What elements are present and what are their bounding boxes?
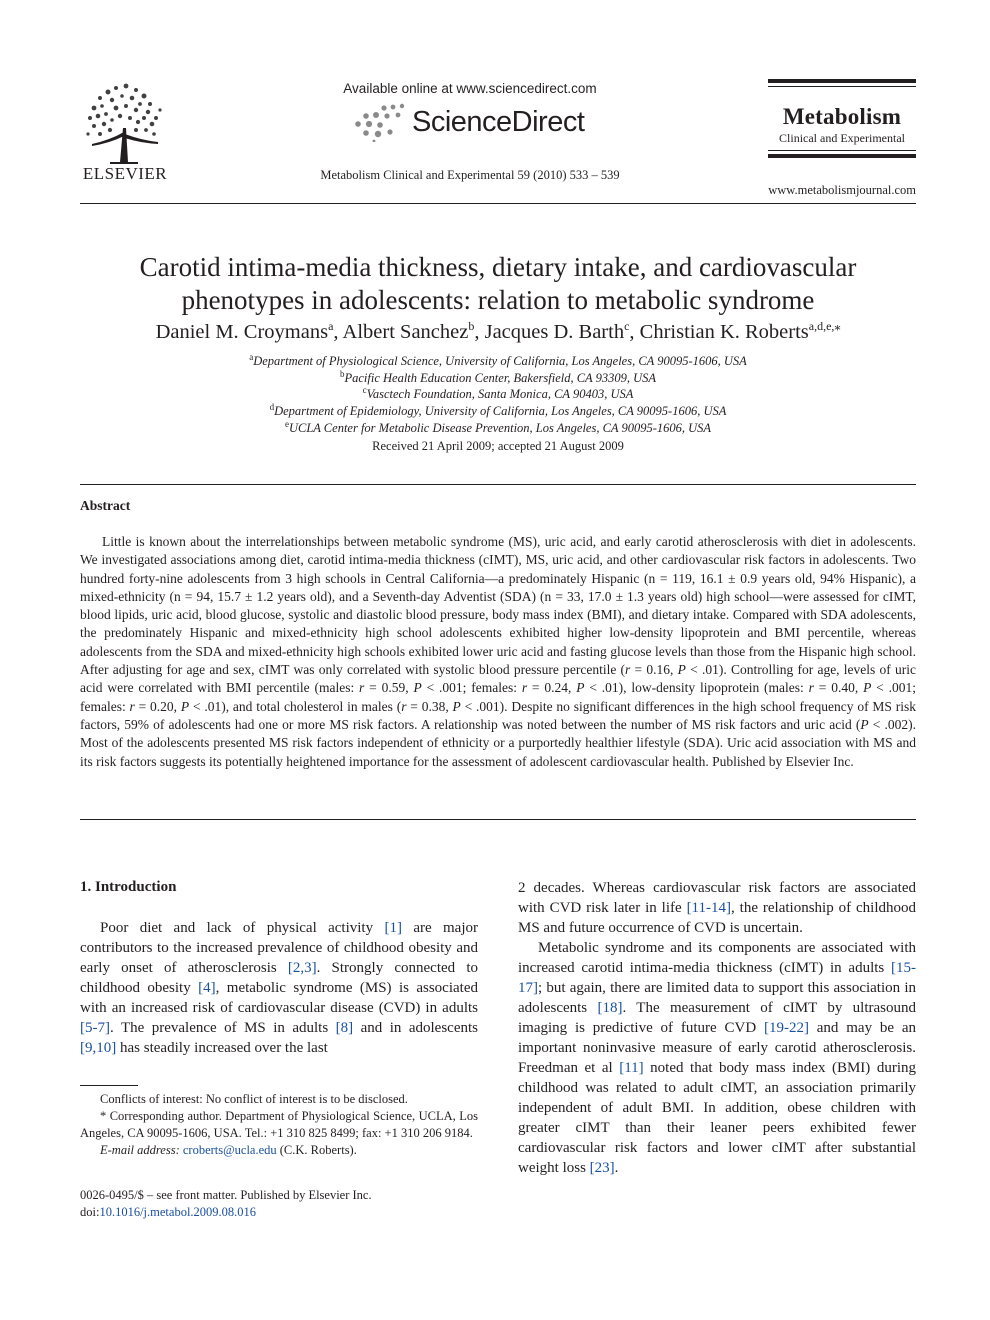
abstract-text: < .01), and total cholesterol in males ( [189,698,402,714]
article-title [80,251,916,317]
author-name: Jacques D. Barth [484,321,625,343]
intro-paragraph-1 [80,918,478,1058]
intro-paragraph-2 [518,938,916,1178]
abstract-body [80,533,916,771]
abstract-text: < .001; females: [421,680,522,696]
body-text: Poor diet and lack of physical activity [100,920,385,936]
doi-label: doi: [80,1205,100,1219]
stat-symbol: P [180,698,190,714]
corresponding-author-note: * Corresponding author. Department of Physiological Science, UCLA, Los Angeles, CA 90095-1606, USA. Tel.: +1 310 825 8499; fax: +1 310 206 9184. [80,1109,478,1140]
reference-link[interactable]: [15-17] [518,960,916,996]
journal-title: Metabolism [782,104,902,129]
reference-link[interactable]: [2,3] [287,960,317,976]
body-text: . The prevalence of MS in adults [110,1020,336,1036]
body-text: and may be an important noninvasive measure of early carotid atherosclerosis. Freedman et al [518,1020,916,1076]
stat-symbol: P [677,662,686,678]
abstract-text: < .01), low-density lipoprotein (males: [584,680,809,696]
stat-symbol: P [863,680,872,696]
abstract-text: < .001). Despite no significant differences in the high school frequency of MS risk factors, 59% of adolescents had one or more MS risk factors. A relationship was noted between the number of MS risk factors and uric acid ( [80,698,916,732]
author-name: Christian K. Roberts [639,321,809,343]
journal-subtitle: Clinical and Experimental [779,131,905,145]
body-text: ; but again, there are limited data to support this association in adolescents [518,980,916,1016]
doi-link[interactable]: 10.1016/j.metabol.2009.08.016 [99,1205,257,1219]
body-text: . Strongly connected to childhood obesity [80,960,478,996]
author-separator: , [333,321,343,343]
abstract-text: < .002). Most of the adolescents presented MS risk factors independent of ethnicity or a purportedly healthier lifestyle (SDA). Uric acid association with MS and its risk factors suggests its potentially heightened importance for the assessment of adolescent cardiovascular health. Published by Elsevier Inc. [80,716,917,769]
reference-link[interactable]: [23] [589,1160,615,1176]
email-owner: (C.K. Roberts). [276,1143,357,1157]
reference-link[interactable]: [11-14] [686,900,731,916]
abstract-text: < .01). Controlling for age, levels of uric acid were correlated with BMI percentile (males: [80,662,917,696]
sciencedirect-wordmark: ScienceDirect [412,106,585,138]
journal-rule-bottom-thick [768,154,916,158]
stat-symbol: r [359,680,365,696]
stat-symbol: P [413,680,422,696]
elsevier-tree-logo [80,78,168,166]
body-text: . [614,1160,619,1176]
reference-link[interactable]: [18] [597,1000,623,1016]
affiliation-item [80,420,916,437]
author-affiliation-mark: c [624,319,630,334]
abstract-text: < .001; females: [80,680,916,714]
front-matter-info [80,1187,478,1221]
affiliation-mark: c [362,385,367,396]
author-affiliation-mark: a [328,319,334,334]
email-label: E-mail address: [100,1143,180,1157]
abstract-text: = 0.20, [134,698,181,714]
affiliation-mark: b [339,368,345,379]
author-separator: , [474,321,485,343]
corresponding-author-mark[interactable]: ⁎ [834,319,841,334]
stat-symbol: P [576,680,585,696]
affiliation-list [80,353,916,437]
abstract-text: = 0.59, [364,680,414,696]
abstract-text: = 0.24, [527,680,577,696]
reference-link[interactable]: [4] [198,980,216,996]
reference-link[interactable]: [9,10] [80,1040,117,1056]
received-dates: Received 21 April 2009; accepted 21 August 2009 [372,439,624,453]
author-affiliation-mark: a,d,e, [808,319,835,334]
affiliation-text: UCLA Center for Metabolic Disease Prevention, Los Angeles, CA 90095-1606, USA [288,420,712,435]
conflict-of-interest-note: Conflicts of interest: No conflict of interest is to be disclosed. [100,1092,408,1106]
journal-rule-top-thin [768,86,916,87]
stat-symbol: r [129,698,135,714]
author-separator: , [629,321,640,343]
stat-symbol: P [452,698,461,714]
publisher-name: ELSEVIER [82,164,168,183]
body-text: has steadily increased over the last [116,1040,328,1056]
body-text: and in adolescents [353,1020,478,1036]
body-text: Metabolic syndrome and its components are associated with increased carotid intima-media thickness (cIMT) in adults [518,940,916,976]
doi-line [80,1204,478,1221]
stat-symbol: r [401,698,407,714]
body-column-right [518,878,916,1178]
affiliation-mark: d [269,401,275,412]
author-name: Albert Sanchez [342,321,469,343]
available-online-text: Available online at www.sciencedirect.com [343,81,597,96]
abstract-heading: Abstract [80,498,131,513]
abstract-text: Little is known about the interrelationships between metabolic syndrome (MS), uric acid, and early carotid atherosclerosis with diet in adolescents. We investigated associations among diet, carotid intima-media thickness (cIMT), MS, uric acid, and other cardiovascular risk factors in adolescents. Two hundred forty-nine adolescents from 3 high schools in Central California—a predominately Hispanic (n = 119, 16.1 ± 0.9 years old, 94% Hispanic), a mixed-ethnicity (n = 94, 15.7 ± 1.2 years old), and a Seventh-day Adventist (SDA) (n = 33, 17.0 ± 1.3 years old) high school—were assessed for cIMT, blood lipids, uric acid, blood glucose, systolic and diastolic blood pressure, body mass index (BMI), and dietary intake. Compared with SDA adolescents, the predominately Hispanic and mixed-ethnicity high school adolescents exhibited higher low-density lipoprotein and BMI percentile, whereas adolescents from the SDA and mixed-ethnicity high schools exhibited lower uric acid and fasting glucose levels than those from the Hispanic high school. After adjusting for age and sex, cIMT was only correlated with systolic blood pressure percentile ( [80,534,916,678]
affiliation-text: Pacific Health Education Center, Bakersfield, CA 93309, USA [344,370,657,385]
email-note [80,1142,478,1159]
body-text: . The measurement of cIMT by ultrasound imaging is predictive of future CVD [518,1000,917,1036]
affiliation-item [80,386,916,403]
reference-link[interactable]: [11] [619,1060,644,1076]
sciencedirect-logo [352,100,592,144]
stat-symbol: r [808,680,814,696]
intro-paragraph-1-continued [518,878,916,938]
stat-symbol: r [521,680,528,696]
reference-link[interactable]: [8] [335,1020,354,1036]
author-affiliation-mark: b [468,319,475,334]
affiliation-mark: e [284,418,289,429]
stat-symbol: r [625,662,631,678]
abstract-text: = 0.38, [406,698,453,714]
affiliation-text: Department of Physiological Science, University of California, Los Angeles, CA 90095-1606, USA [253,354,747,368]
author-name: Daniel M. Croymans [155,321,329,343]
stat-symbol: P [860,716,869,732]
affiliation-mark: a [249,351,254,362]
affiliation-item [80,403,916,420]
abstract-divider-bottom [80,819,916,820]
abstract-text: = 0.16, [630,662,678,678]
body-text: , metabolic syndrome (MS) is associated with an increased risk of cardiovascular disease (CVD) in adults [80,980,478,1016]
body-text: 2 decades. Whereas cardiovascular risk factors are associated with CVD risk later in life [518,880,916,916]
sciencedirect-dots-icon [352,102,410,142]
abstract-text: = 0.40, [813,680,864,696]
issn-line: 0026-0495/$ – see front matter. Published by Elsevier Inc. [80,1188,372,1202]
header-divider [80,203,916,204]
journal-rule-top-thick [768,79,916,83]
article-title-line-1: Carotid intima-media thickness, dietary intake, and cardiovascular [139,252,857,282]
email-link[interactable]: croberts@ucla.edu [182,1143,277,1157]
author-list [80,321,916,344]
body-text: , the relationship of childhood MS and future occurrence of CVD is uncertain. [518,900,916,936]
journal-url[interactable]: www.metabolismjournal.com [768,183,916,197]
body-text: are major contributors to the increased prevalence of childhood obesity and early onset of atherosclerosis [80,920,478,976]
abstract-divider-top [80,484,916,485]
journal-rule-bottom-thin [768,150,916,151]
footnote-divider [80,1085,138,1086]
affiliation-item [80,353,916,370]
affiliation-text: Department of Epidemiology, University of California, Los Angeles, CA 90095-1606, USA [274,404,727,419]
section-heading-introduction: 1. Introduction [80,879,177,895]
reference-link[interactable]: [1] [384,920,402,936]
footnotes [80,1091,478,1159]
affiliation-item [80,370,916,387]
reference-link[interactable]: [19-22] [763,1020,809,1036]
body-text: noted that body mass index (BMI) during childhood was related to adult cIMT, an association primarily independent of adult BMI. In addition, obese children with greater cIMT than their leaner peers exhibited fewer cardiovascular risk factors and lower cIMT after substantial weight loss [518,1060,916,1176]
article-title-line-2: phenotypes in adolescents: relation to metabolic syndrome [181,285,815,315]
reference-link[interactable]: [5-7] [80,1020,110,1036]
journal-citation: Metabolism Clinical and Experimental 59 (2010) 533 – 539 [320,168,620,182]
affiliation-text: Vasctech Foundation, Santa Monica, CA 90403, USA [366,387,634,402]
body-column-left [80,878,478,1058]
